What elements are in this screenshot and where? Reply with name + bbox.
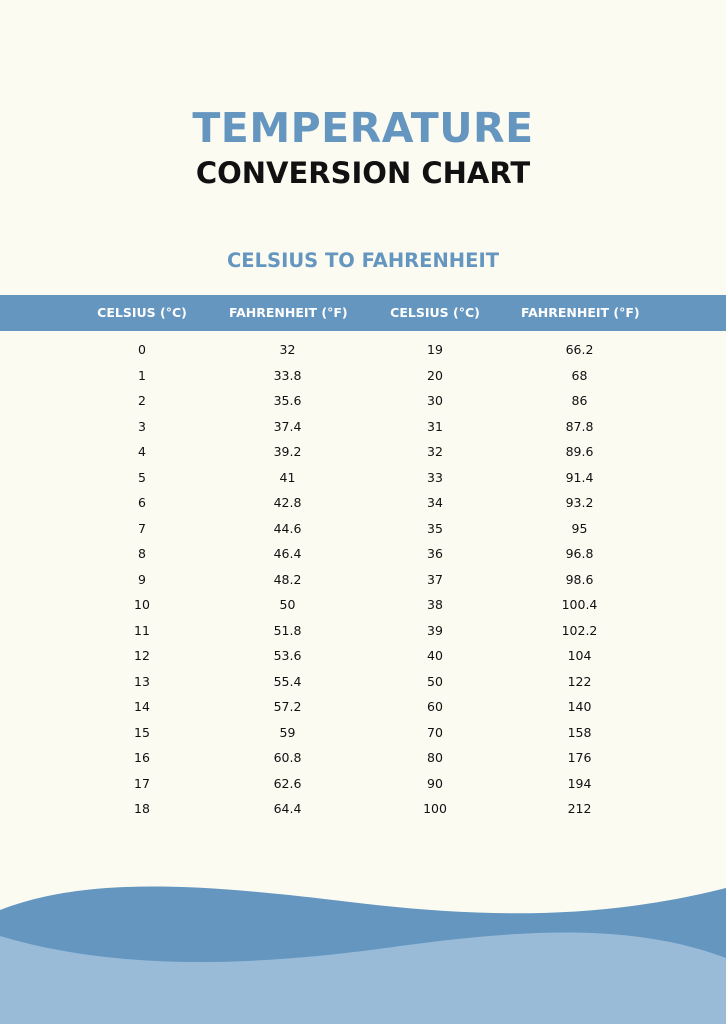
decorative-waves [0, 860, 726, 1024]
cell-celsius-1: 9 [138, 571, 146, 587]
table-row [0, 592, 726, 618]
cell-celsius-2: 19 [427, 342, 443, 357]
cell-fahrenheit-2: 98.6 [565, 571, 594, 587]
cell-fahrenheit-2: 93.2 [565, 495, 594, 510]
cell-fahrenheit-1: 60.8 [273, 750, 302, 765]
cell-fahrenheit-2: 158 [567, 724, 592, 740]
column-header-fahrenheit-2: FAHRENHEIT (°F) [521, 305, 640, 320]
table-row [0, 516, 726, 542]
cell-fahrenheit-2: 100.4 [561, 597, 598, 612]
table-header [0, 295, 726, 331]
table-row [0, 720, 726, 746]
cell-celsius-1: 3 [138, 418, 146, 434]
cell-fahrenheit-1: 46.4 [273, 546, 302, 561]
cell-fahrenheit-1: 32 [279, 342, 296, 357]
table-row [0, 669, 726, 695]
table-row [0, 618, 726, 644]
cell-fahrenheit-2: 212 [567, 801, 592, 816]
cell-fahrenheit-1: 33.8 [273, 367, 302, 383]
cell-celsius-2: 35 [427, 520, 443, 536]
table-row [0, 439, 726, 465]
cell-fahrenheit-1: 35.6 [273, 393, 302, 408]
cell-celsius-2: 39 [427, 622, 443, 638]
table-row [0, 490, 726, 516]
cell-celsius-1: 2 [138, 393, 146, 408]
cell-celsius-2: 32 [427, 444, 443, 459]
cell-celsius-1: 18 [134, 801, 150, 816]
cell-celsius-1: 16 [134, 750, 150, 765]
conversion-table-body [0, 337, 726, 822]
cell-fahrenheit-2: 140 [567, 699, 592, 714]
cell-fahrenheit-1: 57.2 [273, 699, 302, 714]
table-row [0, 796, 726, 822]
cell-celsius-1: 10 [134, 597, 150, 612]
cell-celsius-1: 4 [138, 444, 146, 459]
cell-celsius-2: 80 [427, 750, 443, 765]
table-row [0, 465, 726, 491]
table-row [0, 337, 726, 363]
cell-fahrenheit-1: 51.8 [273, 622, 302, 638]
cell-fahrenheit-2: 102.2 [561, 622, 598, 638]
cell-fahrenheit-1: 50 [279, 597, 296, 612]
column-header-celsius-1: CELSIUS (°C) [97, 305, 187, 320]
cell-celsius-1: 0 [138, 342, 146, 357]
cell-celsius-1: 17 [134, 775, 150, 791]
cell-celsius-2: 70 [427, 724, 443, 740]
column-header-fahrenheit-1: FAHRENHEIT (°F) [229, 305, 348, 320]
cell-celsius-2: 30 [427, 393, 443, 408]
table-row [0, 388, 726, 414]
cell-celsius-1: 11 [134, 622, 150, 638]
cell-celsius-1: 12 [134, 648, 150, 663]
table-row [0, 414, 726, 440]
cell-fahrenheit-1: 48.2 [273, 571, 302, 587]
cell-celsius-2: 37 [427, 571, 443, 587]
table-row [0, 541, 726, 567]
cell-fahrenheit-2: 86 [571, 393, 588, 408]
table-row [0, 643, 726, 669]
column-header-celsius-2: CELSIUS (°C) [390, 305, 480, 320]
cell-fahrenheit-2: 176 [567, 750, 592, 765]
cell-fahrenheit-1: 37.4 [273, 418, 302, 434]
cell-fahrenheit-1: 53.6 [273, 648, 302, 663]
cell-celsius-2: 31 [427, 418, 443, 434]
cell-fahrenheit-1: 42.8 [273, 495, 302, 510]
cell-celsius-2: 36 [427, 546, 443, 561]
cell-celsius-1: 6 [138, 495, 146, 510]
table-row [0, 567, 726, 593]
cell-fahrenheit-1: 39.2 [273, 444, 302, 459]
cell-celsius-1: 14 [134, 699, 150, 714]
section-title: CELSIUS TO FAHRENHEIT [226, 249, 500, 272]
cell-fahrenheit-1: 55.4 [273, 673, 302, 689]
cell-fahrenheit-2: 87.8 [565, 418, 594, 434]
cell-celsius-2: 40 [427, 648, 443, 663]
table-row [0, 745, 726, 771]
cell-fahrenheit-1: 62.6 [273, 775, 302, 791]
cell-celsius-2: 33 [427, 469, 443, 485]
cell-fahrenheit-1: 41 [279, 469, 296, 485]
cell-celsius-2: 38 [427, 597, 443, 612]
table-row [0, 363, 726, 389]
cell-celsius-2: 20 [427, 367, 443, 383]
cell-celsius-2: 100 [423, 801, 447, 816]
cell-fahrenheit-2: 68 [571, 367, 588, 383]
cell-fahrenheit-2: 122 [567, 673, 592, 689]
cell-fahrenheit-2: 95 [571, 520, 588, 536]
cell-celsius-1: 8 [138, 546, 146, 561]
cell-celsius-1: 5 [138, 469, 146, 485]
cell-fahrenheit-2: 66.2 [565, 342, 594, 357]
cell-fahrenheit-1: 44.6 [273, 520, 302, 536]
cell-fahrenheit-2: 104 [567, 648, 592, 663]
cell-fahrenheit-2: 91.4 [565, 469, 594, 485]
cell-fahrenheit-1: 59 [279, 724, 296, 740]
cell-celsius-2: 90 [427, 775, 443, 791]
page-title: TEMPERATURE [192, 104, 534, 152]
table-row [0, 694, 726, 720]
cell-celsius-1: 1 [138, 367, 146, 383]
cell-fahrenheit-1: 64.4 [273, 801, 302, 816]
table-row [0, 771, 726, 797]
cell-celsius-2: 34 [427, 495, 443, 510]
cell-fahrenheit-2: 96.8 [565, 546, 594, 561]
cell-fahrenheit-2: 194 [567, 775, 592, 791]
cell-fahrenheit-2: 89.6 [565, 444, 594, 459]
cell-celsius-1: 7 [138, 520, 146, 536]
cell-celsius-1: 15 [134, 724, 150, 740]
page-subtitle: CONVERSION CHART [195, 156, 531, 190]
cell-celsius-2: 60 [427, 699, 443, 714]
cell-celsius-1: 13 [134, 673, 150, 689]
cell-celsius-2: 50 [427, 673, 443, 689]
